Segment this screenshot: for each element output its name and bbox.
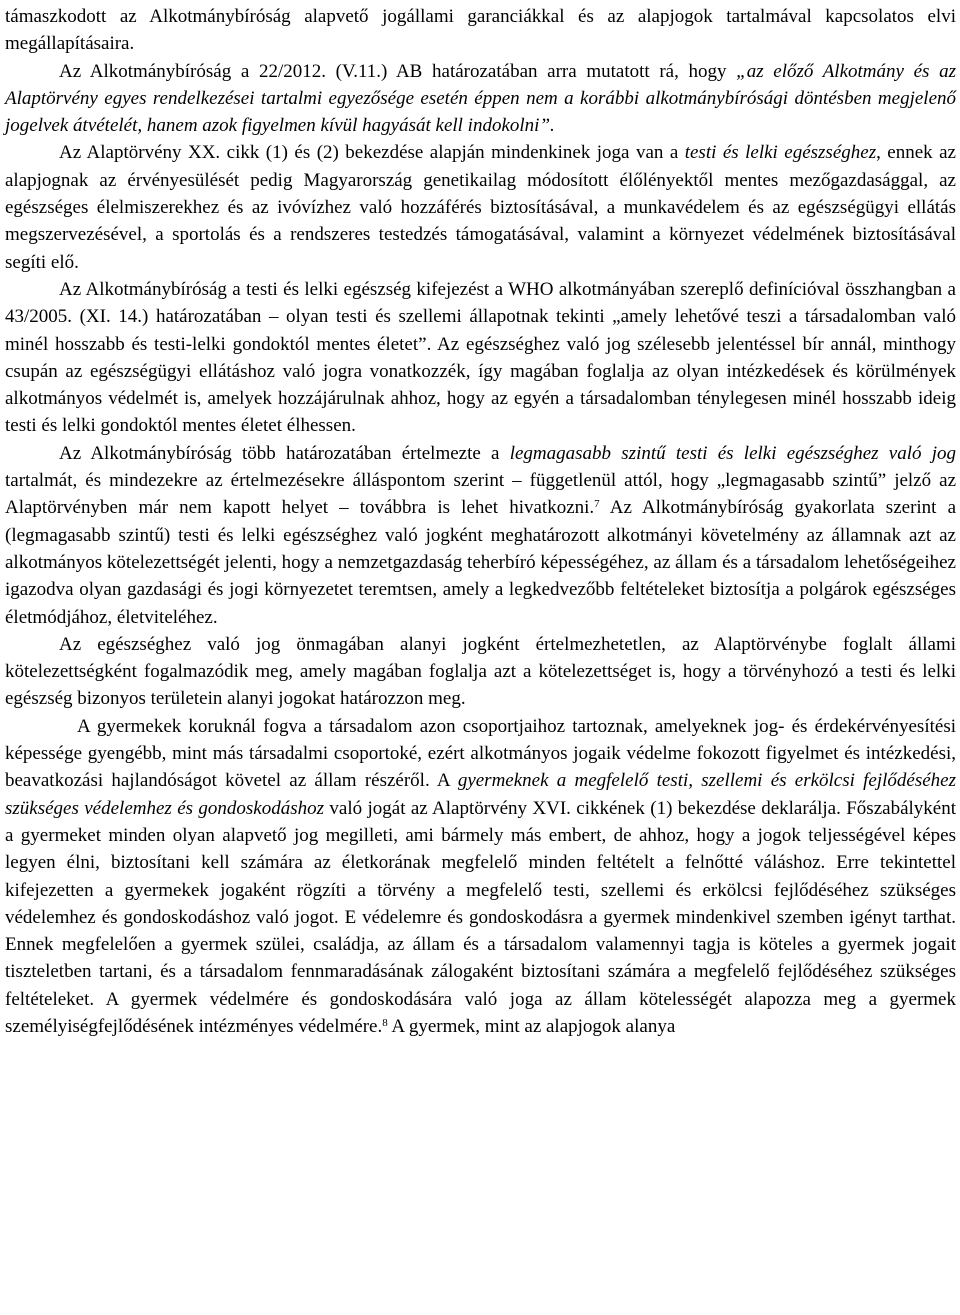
text-run: A gyermekek koruknál fogva a társadalom azon csoportjaihoz tartoznak, amelyeknek jog- és érdekérvényesítési képessége gyengébb, mint más társadalmi csoportoké, ezért alkotmányos jogaik védelme fokozott figyelmet és intézkedési, beavatkozási hajlandóságot követel az állam részéről. A <box>5 715 956 792</box>
italic-text-run: „az előző Alkotmány és az Alaptörvény egyes rendelkezései tartalmi egyezősége esetén éppen nem a korábbi alkotmánybírósági döntésben megjelenő jogelvek átvételét, hanem azok figyelmen kívül hagyását kell indokolni”. <box>5 60 956 137</box>
body-paragraph <box>5 276 956 440</box>
italic-text-run: testi és lelki egészséghez <box>684 142 877 164</box>
italic-text-run: legmagasabb szintű testi és lelki egészséghez való jog <box>509 442 956 464</box>
text-run: való jogát az Alaptörvény XVI. cikkének (1) bekezdése deklarálja. Főszabályként a gyermeket minden olyan alapvető jog megilleti, ami bármely más embert, de ahhoz, hogy a jogok teljességével képes legyen élni, biztosítani kell számára az életkorának megfelelő minden feltételt a felnőtté váláshoz. Erre tekintettel kifejezetten a gyermekek jogaként rögzíti a törvény a megfelelő testi, szellemi és erkölcsi fejlődéséhez szükséges védelemhez és gondoskodáshoz való jogot. E védelemre és gondoskodásra a gyermek mindenkivel szemben igényt tarthat. Ennek megfelelően a gyermek szülei, családja, az állam és a társadalom valamennyi tagja is köteles a gyermek jogait tiszteletben tartani, és a társadalom fennmaradásának zálogaként biztosítani számára a megfelelő fejlődéséhez szükséges feltételeket. A gyermek védelmére és gondoskodására való joga az állam kötelességét alapozza meg a gyermek személyiségfejlődésének intézményes védelmére. <box>5 797 956 1037</box>
body-paragraph <box>5 58 956 140</box>
text-run: Az Alkotmánybíróság a testi és lelki egészség kifejezést a WHO alkotmányában szereplő definícióval összhangban a 43/2005. (XI. 14.) határozatában – olyan testi és szellemi állapotnak tekinti „amely lehetővé teszi a társadalomban való minél hosszabb és testi-lelki gondoktól mentes életet”. Az egészséghez való jog szélesebb jelentéssel bír annál, minthogy csupán az egészségügyi ellátáshoz való jogra vonatkozzék, így magában foglalja az olyan intézkedések és körülmények alkotmányos védelmét is, amelyek hozzájárulnak ahhoz, hogy az egyén a társadalomban ténylegesen minél hosszabb ideig testi és lelki gondoktól mentes életet élhessen. <box>5 278 956 437</box>
footnote-reference: 8 <box>382 1016 388 1029</box>
body-paragraph <box>5 3 956 58</box>
text-run: , ennek az alapjognak az érvényesülését pedig Magyarország genetikailag módosított élőlényektől mentes mezőgazdasággal, az egészséges élelmiszerekhez és az ivóvízhez való hozzáférés biztosításával, a munkavédelem és az egészségügyi ellátás megszervezésével, a sportolás és a rendszeres testedzés támogatásával, valamint a környezet védelmének biztosításával segíti elő. <box>5 142 956 273</box>
text-run: támaszkodott az Alkotmánybíróság alapvető jogállami garanciákkal és az alapjogok tartalmával kapcsolatos elvi megállapításaira. <box>5 6 956 55</box>
body-paragraph <box>5 440 956 631</box>
body-paragraph <box>5 713 956 1041</box>
body-paragraph <box>5 139 956 275</box>
text-run: Az Alkotmánybíróság gyakorlata szerint a (legmagasabb szintű) testi és lelki egészséghez való jogként meghatározott alkotmányi követelmény az államnak azt az alkotmányos kötelezettségét jelenti, hogy a nemzetgazdaság teherbíró képességéhez, az állam és a társadalom lehetőségeihez igazodva olyan gazdasági és jogi környezetet teremtsen, amely a legkedvezőbb feltételeket biztosítja a polgárok egészséges életmódjához, életviteléhez. <box>5 497 957 628</box>
footnote-reference: 7 <box>594 498 600 511</box>
text-run: Az Alaptörvény XX. cikk (1) és (2) bekezdése alapján mindenkinek joga van a <box>59 142 685 164</box>
text-run: A gyermek, mint az alapjogok alanya <box>387 1015 676 1037</box>
italic-text-run: gyermeknek a megfelelő testi, szellemi és erkölcsi fejlődéséhez szükséges védelemhez és gondoskodáshoz <box>5 770 957 819</box>
text-run: Az egészséghez való jog önmagában alanyi jogként értelmezhetetlen, az Alaptörvénybe foglalt állami kötelezettségként fogalmazódik meg, amely magában foglalja azt a kötelezettséget is, hogy a törvényhozó a testi és lelki egészség bizonyos területein alanyi jogokat határozzon meg. <box>5 633 956 710</box>
text-run: Az Alkotmánybíróság a 22/2012. (V.11.) AB határozatában arra mutatott rá, hogy <box>59 60 737 82</box>
text-run: Az Alkotmánybíróság több határozatában értelmezte a <box>59 442 510 464</box>
body-paragraph <box>5 631 956 713</box>
text-run: tartalmát, és mindezekre az értelmezésekre álláspontom szerint – függetlenül attól, hogy „legmagasabb szintű” jelző az Alaptörvényben már nem kapott helyet – továbbra is lehet hivatkozni. <box>5 470 956 519</box>
